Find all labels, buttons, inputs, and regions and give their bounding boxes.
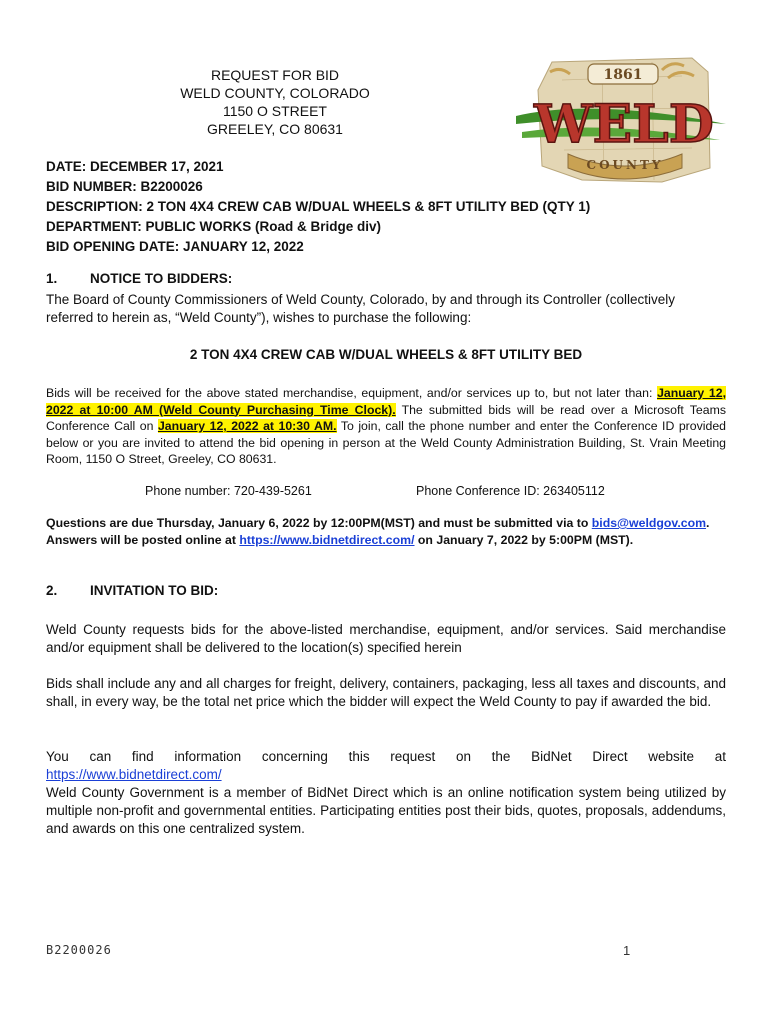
questions-text-3: on January 7, 2022 by 5:00PM (MST). xyxy=(414,532,634,547)
section2-paragraph-3: You can find information concerning this request on the BidNet Direct website at xyxy=(46,749,726,764)
bid-department: DEPARTMENT: PUBLIC WORKS (Road & Bridge div) xyxy=(46,219,381,234)
county-state: WELD COUNTY, COLORADO xyxy=(180,85,370,101)
section1-intro: The Board of County Commissioners of Weld County, Colorado, by and through its Controller (collectively referred to herein as, “Weld County”), wishes to purchase the following: xyxy=(46,292,676,325)
questions-text-1: Questions are due Thursday, January 6, 2022 by 12:00PM(MST) and must be submitted via to xyxy=(46,516,592,530)
bid-header xyxy=(46,157,590,257)
section2-paragraph-4: Weld County Government is a member of BidNet Direct which is an online notification system being utilized by multiple non-profit and governmental entities. Participating entities post their bids, quotes, proposals, addendums, and awards on this one centralized system. xyxy=(46,785,726,836)
section2-number: 2. xyxy=(46,583,58,598)
address-block xyxy=(150,66,400,138)
svg-text:1861: 1861 xyxy=(603,67,643,83)
svg-text:WELD: WELD xyxy=(534,94,714,155)
section1-number: 1. xyxy=(46,271,58,286)
bidnet-link[interactable]: https://www.bidnetdirect.com/ xyxy=(239,532,415,547)
bids-text-2: The submitted bids will be read over a Microsoft Teams Conference Call on xyxy=(46,402,726,433)
rfb-title: REQUEST FOR BID xyxy=(210,67,340,83)
bidnet-website-link[interactable]: https://www.bidnetdirect.com/ xyxy=(46,767,222,782)
bids-text-1: Bids will be received for the above stated merchandise, equipment, and/or services up to, but not later than: xyxy=(46,386,658,400)
bids-text-3: To join, call the phone number and enter the Conference ID provided below or you are invited to attend the bid opening in person at the Weld County Administration Building, St. Vrain Meeting Room, 1150 O Street, Greeley, CO 80631. xyxy=(46,419,727,466)
footer-doc-id: B2200026 xyxy=(46,943,112,957)
conference-id: Phone Conference ID: 263405112 xyxy=(416,484,605,498)
bids-email-link[interactable]: bids@weldgov.com xyxy=(591,516,707,530)
section2-paragraph-2: Bids shall include any and all charges for freight, delivery, containers, packaging, less all taxes and discounts, and shall, in every way, be the total net price which the bidder will expect the Weld County to pay if awarded the bid. xyxy=(46,676,726,709)
bids-received-paragraph xyxy=(46,385,726,468)
section1-heading xyxy=(0,271,770,289)
section1-title: NOTICE TO BIDDERS: xyxy=(90,271,233,286)
street: 1150 O STREET xyxy=(222,103,327,119)
city-zip: GREELEY, CO 80631 xyxy=(207,121,343,137)
bid-date: DATE: DECEMBER 17, 2021 xyxy=(46,159,224,174)
item-heading: 2 TON 4X4 CREW CAB W/DUAL WHEELS & 8FT UTILITY BED xyxy=(189,347,583,362)
phone-number: Phone number: 720-439-5261 xyxy=(145,484,312,498)
bid-description: DESCRIPTION: 2 TON 4X4 CREW CAB W/DUAL WHEELS & 8FT UTILITY BED (QTY 1) xyxy=(46,199,591,214)
section2-paragraph-3-link-line xyxy=(46,766,726,784)
questions-text-2: . Answers will be posted online at xyxy=(46,516,710,547)
section2-paragraph-1: Weld County requests bids for the above-listed merchandise, equipment, and/or services. Said merchandise and/or equipment shall be delivered to the location(s) specified herein xyxy=(46,622,726,655)
opening-highlight: January 12, 2022 at 10:30 AM. xyxy=(157,419,337,433)
section2-title: INVITATION TO BID: xyxy=(90,583,219,598)
deadline-highlight: January 12, 2022 at 10:00 AM (Weld County Purchasing Time Clock). xyxy=(46,386,726,417)
bid-number: BID NUMBER: B2200026 xyxy=(46,179,203,194)
page-number: 1 xyxy=(623,943,631,958)
section2-heading xyxy=(0,583,770,601)
questions-paragraph xyxy=(46,515,726,548)
svg-text:COUNTY: COUNTY xyxy=(586,158,664,172)
bid-opening-date: BID OPENING DATE: JANUARY 12, 2022 xyxy=(46,239,304,254)
